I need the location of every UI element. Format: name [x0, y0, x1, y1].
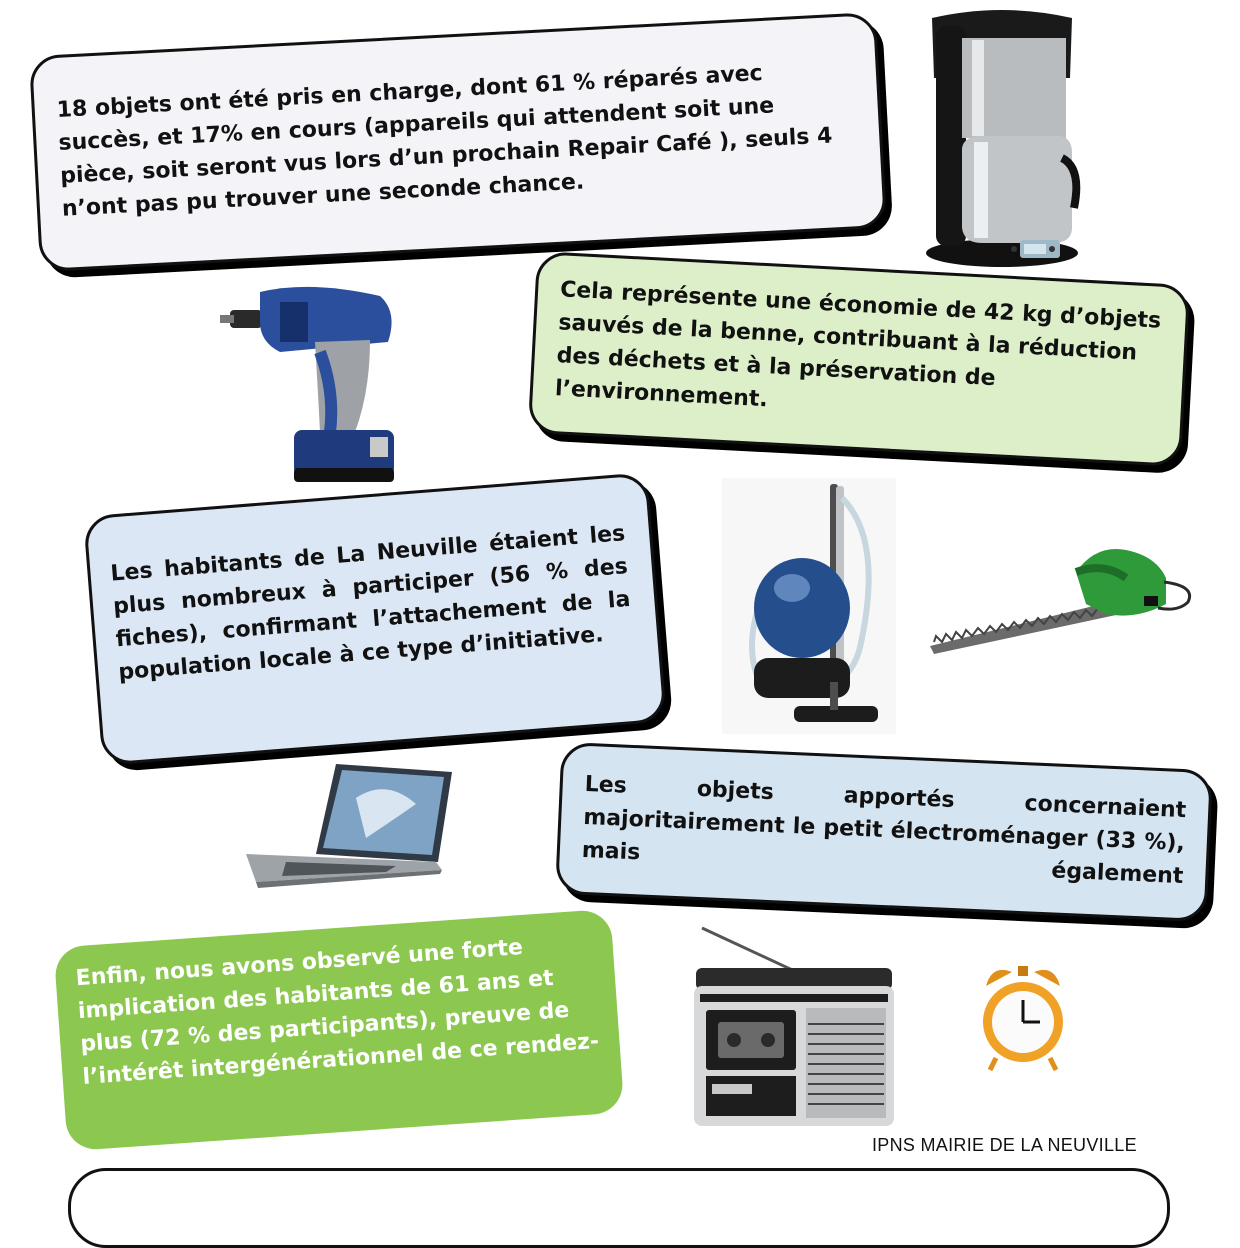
alarm-clock-icon — [978, 962, 1068, 1074]
hedge-trimmer-icon — [926, 542, 1206, 658]
economy-text: Cela représente une économie de 42 kg d’objets sauvés de la benne, contribuant à la réduction des déchets et à la préservation de l’environnement. — [554, 277, 1162, 413]
economy-box — [528, 251, 1191, 467]
coffee-maker-icon — [922, 8, 1082, 270]
footer-credit: IPNS MAIRIE DE LA NEUVILLE — [872, 1135, 1137, 1155]
seniors-text: Enfin, nous avons observé une forte implication des habitants de 61 ans et plus (72 % des participants), preuve de l’intérêt intergénérationnel de ce rendez- — [74, 935, 600, 1090]
residents-box — [83, 472, 667, 766]
residents-text: Les habitants de La Neuville étaient les plus nombreux à participer (56 % des fiches), confirmant l’attachement de la population locale à ce type d’initiative. — [109, 521, 632, 686]
seniors-box — [54, 909, 625, 1151]
laptop-icon — [246, 758, 456, 898]
bottom-frame — [68, 1168, 1170, 1248]
radio-cassette-icon — [694, 924, 894, 1130]
cordless-drill-icon — [220, 282, 410, 490]
vacuum-cleaner-icon — [722, 478, 896, 734]
objects-box — [555, 742, 1213, 922]
objects-text: Les objets apportés concernaient majoritairement le petit électroménager (33 %), mais également — [581, 771, 1187, 890]
repair-stats-box — [29, 12, 887, 272]
repair-stats-text: 18 objets ont été pris en charge, dont 61 % réparés avec succès, et 17% en cours (appareils qui attendent soit une pièce, soit seront vus lors d’un prochain Repair Café ), seuls 4 n’ont pas pu trouver une seconde chance. — [56, 60, 834, 222]
